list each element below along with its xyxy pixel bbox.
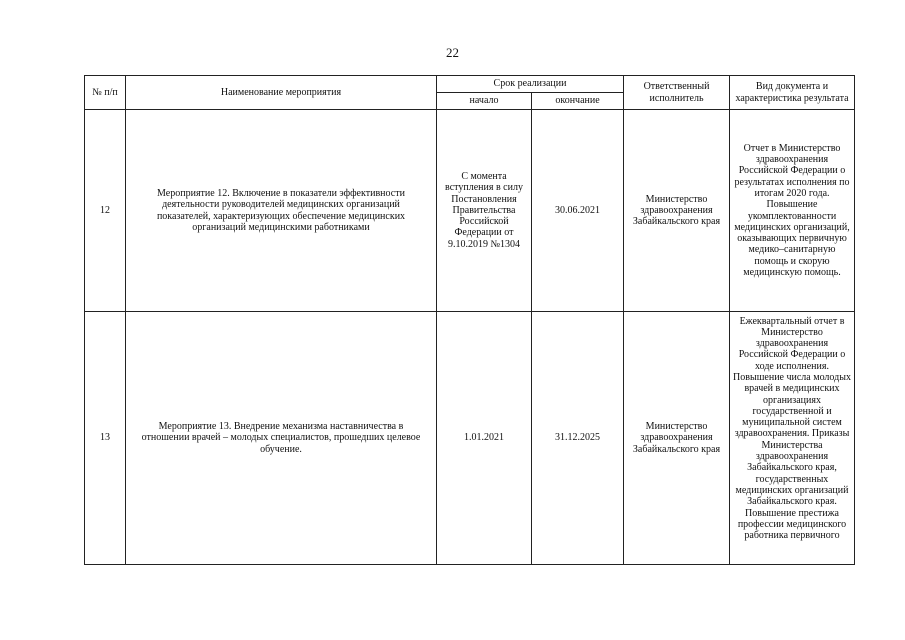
header-term: Срок реализации	[437, 76, 624, 93]
header-start: начало	[437, 93, 532, 110]
header-end: окончание	[532, 93, 624, 110]
row-start: С момента вступления в силу Постановления Правительства Российской Федерации от 9.10.2019 №1304	[437, 110, 532, 312]
row-name: Мероприятие 12. Включение в показатели эффективности деятельности руководителей медицинских организаций показателей, характеризующих обеспечение медицинских организаций медицинскими работниками	[126, 110, 437, 312]
table-row	[85, 312, 855, 565]
row-end: 31.12.2025	[532, 312, 624, 565]
events-table	[84, 75, 855, 565]
header-row	[85, 76, 855, 93]
row-end: 30.06.2021	[532, 110, 624, 312]
row-start: 1.01.2021	[437, 312, 532, 565]
page-number: 22	[446, 45, 459, 60]
header-num: № п/п	[85, 76, 126, 110]
header-name: Наименование мероприятия	[126, 76, 437, 110]
header-result: Вид документа и характеристика результата	[730, 76, 855, 110]
row-num: 13	[85, 312, 126, 565]
table-row	[85, 110, 855, 312]
row-name: Мероприятие 13. Внедрение механизма наставничества в отношении врачей – молодых специалистов, прошедших целевое обучение.	[126, 312, 437, 565]
row-result-cell	[730, 312, 855, 565]
row-responsible: Министерство здравоохранения Забайкальского края	[624, 312, 730, 565]
row-responsible: Министерство здравоохранения Забайкальского края	[624, 110, 730, 312]
row-num: 12	[85, 110, 126, 312]
row-result: Ежеквартальный отчет в Министерство здравоохранения Российской Федерации о ходе исполнения. Повышение числа молодых врачей в медицинских организациях государственной и муниципальной систем здравоохранения. Приказы Министерства здравоохранения Забайкальского края, государственных медицинских организаций Забайкальского края. Повышение престижа профессии медицинского работника первичного	[733, 315, 851, 542]
header-responsible: Ответственный исполнитель	[624, 76, 730, 110]
row-result: Отчет в Министерство здравоохранения Российской Федерации о результатах исполнения по итогам 2020 года. Повышение укомплектованности медицинских организаций, оказывающих первичную медико–санитарную помощь и скорую медицинскую помощь.	[730, 110, 855, 312]
